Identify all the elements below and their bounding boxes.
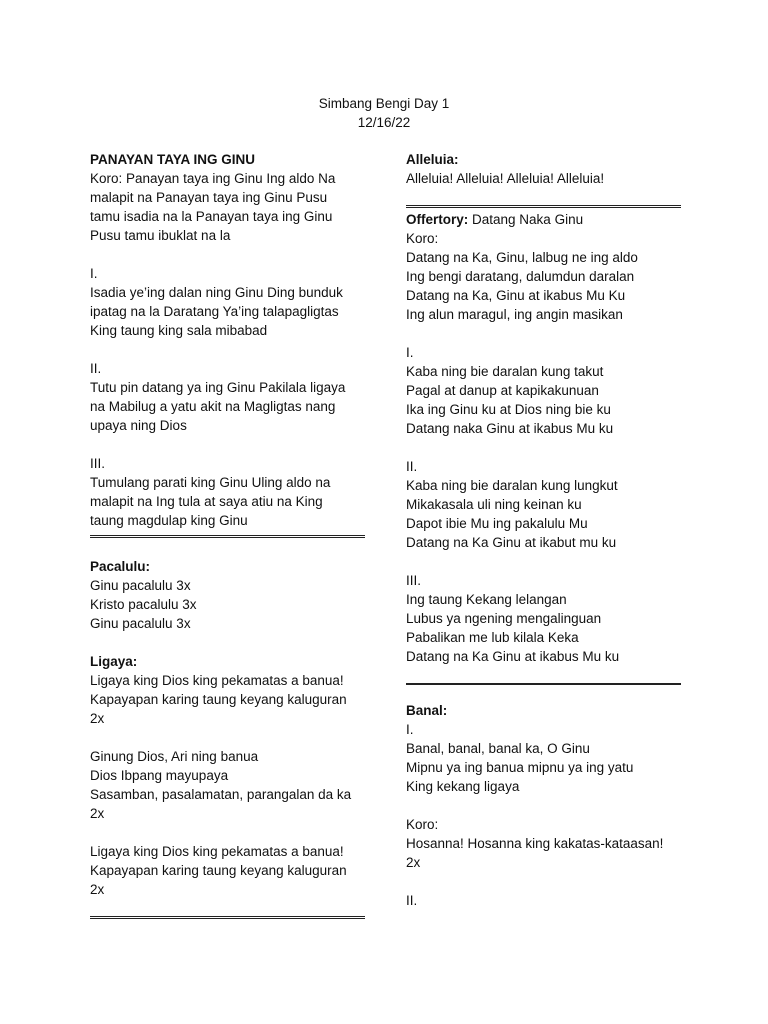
lyric-line: Ligaya king Dios king pekamatas a banua! [90, 673, 344, 688]
lyric-line: Tumulang parati king Ginu Uling aldo na [90, 475, 331, 490]
lyric-line: Datang na Ka Ginu at ikabut mu ku [406, 535, 617, 550]
right-column [406, 150, 681, 910]
lyric-line: ipatag na la Daratang Ya’ing talapagligtas [90, 304, 339, 319]
lyric-line: Kapayapan karing taung keyang kaluguran [90, 863, 347, 878]
offertory-section [406, 210, 681, 666]
lyric-line: Tutu pin datang ya ing Ginu Pakilala ligaya [90, 380, 346, 395]
lyric-line: tamu isadia na la Panayan taya ing Ginu [90, 209, 333, 224]
lyric-line: King taung king sala mibabad [90, 323, 268, 338]
alleluia-title: Alleluia: [406, 152, 459, 167]
lyric-line: Kapayapan karing taung keyang kaluguran [90, 692, 347, 707]
verse-label: I. [406, 345, 414, 360]
lyric-line: 2x [90, 711, 105, 726]
lyric-line: Pusu tamu ibuklat na la [90, 228, 231, 243]
alleluia-section [406, 150, 681, 188]
lyric-line: Lubus ya ngening mengalinguan [406, 611, 602, 626]
lyric-line: malapit na Ing tula at saya atiu na King [90, 494, 323, 509]
ligaya-section [90, 652, 365, 899]
lyric-line: Mipnu ya ing banua mipnu ya ing yatu [406, 760, 634, 775]
verse-label: II. [406, 459, 418, 474]
lyric-line: Pagal at danup at kapikakunuan [406, 383, 599, 398]
koro-label: Koro: [406, 231, 439, 246]
lyric-line: Datang na Ka, Ginu at ikabus Mu Ku [406, 288, 626, 303]
lyric-line: 2x [406, 855, 421, 870]
ligaya-title: Ligaya: [90, 654, 138, 669]
lyric-line: Datang na Ka Ginu at ikabus Mu ku [406, 649, 620, 664]
lyric-line: Ing bengi daratang, dalumdun daralan [406, 269, 635, 284]
page-date: 12/16/22 [357, 115, 411, 130]
verse-label: I. [406, 722, 414, 737]
page-header [0, 94, 768, 132]
lyric-line: Mikakasala uli ning keinan ku [406, 497, 582, 512]
lyric-line: 2x [90, 806, 105, 821]
lyric-line: upaya ning Dios [90, 418, 187, 433]
lyric-line: Datang na Ka, Ginu, lalbug ne ing aldo [406, 250, 638, 265]
pacalulu-section [90, 557, 365, 633]
left-column [90, 150, 365, 919]
lyric-line: taung magdulap king Ginu [90, 513, 248, 528]
lyric-line: Ika ing Ginu ku at Dios ning bie ku [406, 402, 611, 417]
lyric-line: Dios Ibpang mayupaya [90, 768, 229, 783]
lyric-line: Hosanna! Hosanna king kakatas-kataasan! [406, 836, 664, 851]
lyric-line: 2x [90, 882, 105, 897]
section-divider [90, 916, 365, 919]
verse-label: II. [90, 361, 102, 376]
lyric-line: Ing taung Kekang lelangan [406, 592, 567, 607]
offertory-song: Datang Naka Ginu [468, 212, 584, 227]
lyric-line: Kaba ning bie daralan kung takut [406, 364, 604, 379]
lyric-line: Ginung Dios, Ari ning banua [90, 749, 259, 764]
lyric-line: na Mabilug a yatu akit na Magligtas nang [90, 399, 336, 414]
lyric-line: Ing alun maragul, ing angin masikan [406, 307, 623, 322]
lyric-line: Kristo pacalulu 3x [90, 597, 197, 612]
verse-label: III. [406, 573, 422, 588]
pacalulu-title: Pacalulu: [90, 559, 151, 574]
offertory-title: Offertory: [406, 212, 469, 227]
page-title: Simbang Bengi Day 1 [318, 96, 450, 111]
lyric-line: Isadia ye’ing dalan ning Ginu Ding bunduk [90, 285, 343, 300]
lyric-line: Dapot ibie Mu ing pakalulu Mu [406, 516, 588, 531]
koro-label: Koro: [406, 817, 439, 832]
lyric-line: Kaba ning bie daralan kung lungkut [406, 478, 618, 493]
lyric-line: Ligaya king Dios king pekamatas a banua! [90, 844, 344, 859]
lyric-line: Banal, banal, banal ka, O Ginu [406, 741, 590, 756]
lyric-line: Alleluia! Alleluia! Alleluia! Alleluia! [406, 171, 605, 186]
lyric-line: Ginu pacalulu 3x [90, 578, 191, 593]
lyric-line: Koro: Panayan taya ing Ginu Ing aldo Na [90, 171, 336, 186]
lyric-line: Pabalikan me lub kilala Keka [406, 630, 579, 645]
banal-title: Banal: [406, 703, 448, 718]
lyric-line: King kekang ligaya [406, 779, 520, 794]
lyric-line: Datang naka Ginu at ikabus Mu ku [406, 421, 614, 436]
entrance-hymn [90, 150, 365, 530]
lyric-line: malapit na Panayan taya ing Ginu Pusu [90, 190, 328, 205]
banal-section [406, 701, 681, 910]
lyric-line: Sasamban, pasalamatan, parangalan da ka [90, 787, 352, 802]
verse-label: II. [406, 893, 418, 908]
lyric-line: Ginu pacalulu 3x [90, 616, 191, 631]
verse-label: I. [90, 266, 98, 281]
entrance-title: PANAYAN TAYA ING GINU [90, 152, 256, 167]
verse-label: III. [90, 456, 106, 471]
